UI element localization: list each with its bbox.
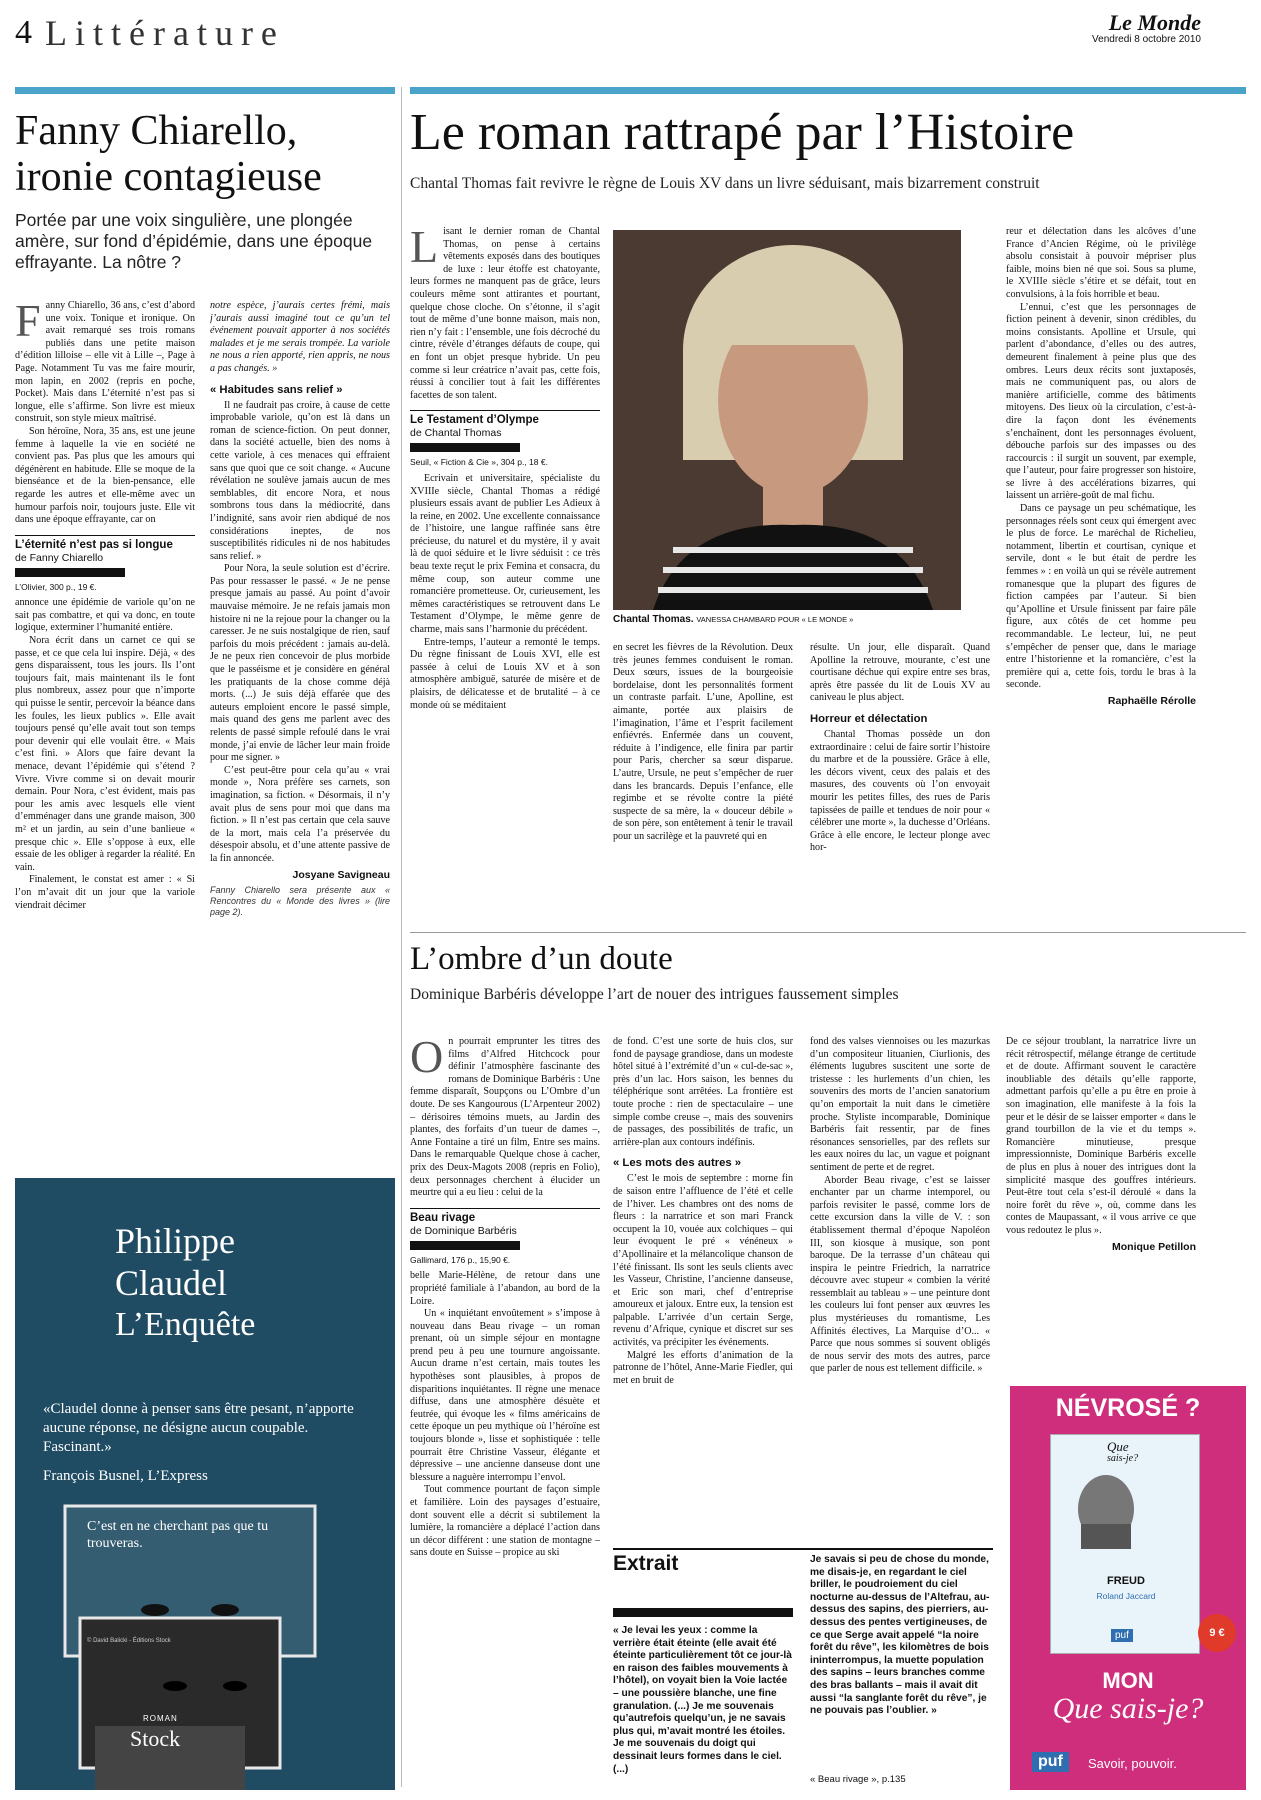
ad-puf-logo: puf: [1032, 1752, 1069, 1772]
book-author: Roland Jaccard: [1096, 1591, 1156, 1601]
book-publisher: Seuil, « Fiction & Cie », 304 p., 18 €.: [410, 457, 548, 468]
book-box: [410, 410, 600, 469]
paragraph: annonce une épidémie de variole qu’on ne sait pas combattre, et qui va donc, en toute logique, exterminer l’humanité entière.: [15, 597, 195, 634]
ad-puf: [1010, 1386, 1246, 1790]
dropcap: O: [410, 1036, 444, 1082]
paragraph: Tout commence pourtant de façon simple et familière. Loin des paysages d’estuaire, dont souvent elle a décrit si subtilement la lumière, la romancière a déplacé l’action dans un décor différent : une station de montagne – sans doute en Suisse – propice au ski: [410, 1484, 600, 1559]
book-author: de Dominique Barbéris: [410, 1224, 517, 1237]
section-title: Littérature: [45, 13, 285, 53]
second-article-title: L’ombre d’un doute: [410, 941, 673, 977]
book-author: de Fanny Chiarello: [15, 551, 104, 564]
main-article-col1: [410, 226, 600, 926]
paragraph: Finalement, le constat est amer : « Si l’on m’avait dit un jour que la variole viendrait décimer: [15, 874, 195, 911]
paragraph: fond des valses viennoises ou les mazurkas d’un compositeur lituanien, Ciurlionis, des éléments lugubres suscitent une sorte de tristesse : les hurlements d’un chien, les souvenirs des morts de l’ancien sanatorium qu’on emportait la nuit dans le cimetière proche. Styliste incomparable, Dominique Barbéris fait ressentir, par de fines résonances sensorielles, par des reflets sur les eaux noires du lac, un vague et poignant sentiment de perte et de regret.: [810, 1036, 990, 1173]
main-article-subtitle: Chantal Thomas fait revivre le règne de Louis XV dans un livre séduisant, mais bizarrement construit: [410, 175, 1040, 192]
ad-label: ROMAN: [143, 1714, 178, 1723]
book-publisher: L’Olivier, 300 p., 19 €.: [15, 581, 97, 592]
section-divider: [410, 932, 1246, 933]
book-author: de Chantal Thomas: [410, 427, 502, 440]
paragraph: Dans ce paysage un peu schématique, les personnages réels sont ceux qui émergent avec le plus de force. Le maréchal de Richelieu, notamment, libertin et courtisan, cynique et servile, dont « le but était de perdre les femmes » : en voilà un qui se révèle autrement romanesque que la plupart des figures de fiction campées par l’auteur. Si bien qu’Apolline et Ursule finissent par faire pâle figure, aux côtés de cet homme peu recommandable. Le lecteur, lui, ne peut s’empêcher de penser que, dans le mariage entre l’historienne et la romancière, c’est la première qui a, cette fois, tordu le bras à la seconde.: [1006, 503, 1196, 691]
paragraph: Ecrivain et universitaire, spécialiste du XVIIIe siècle, Chantal Thomas a rédigé plusieurs essais avant de publier Les Adieux à la reine, en 2002. Une excellente connaissance de l’histoire, une langue raffinée sans être précieuse, du naturel et du mystère, il y avait là de quoi séduire et le livre séduisit : ce très beau texte reçut le prix Femina et consacra, du même coup, son auteur comme une romancière prometteuse. Or, curieusement, les mêmes caractéristiques se retrouvent dans Le Testament d’Olympe, le même genre de charme, mais sans l’harmonie du précédent.: [410, 472, 600, 636]
photo-caption: [613, 614, 961, 625]
intertitle: « Habitudes sans relief »: [210, 383, 343, 396]
paragraph: résulte. Un jour, elle disparaît. Quand Apolline la retrouve, mourante, c’est une courtisane déchue qui expire entre ses bras, après être passée du lit de Louis XV au caniveau le plus abject.: [810, 642, 990, 704]
price-badge: 9 €: [1198, 1614, 1236, 1652]
main-article-title: Le roman rattrapé par l’Histoire: [410, 104, 1075, 161]
book-sais: sais-je?: [1107, 1453, 1139, 1464]
issue-date: Vendredi 8 octobre 2010: [1092, 34, 1201, 45]
second-article-subtitle: Dominique Barbéris développe l’art de nouer des intrigues faussement simples: [410, 986, 899, 1003]
ad-book-title: L’Enquête: [115, 1306, 256, 1343]
paragraph: Aborder Beau rivage, c’est se laisser enchanter par un charme intemporel, ou parfois revisiter le passé, comme lors de cette excursion dans la ville de V. : son établissement thermal d’époque Napoléon III, son kiosque à musique, son pont baroque. De la terrasse d’un château qui inspira le peintre Friedrich, la narratrice découvre avec stupeur « combien la vérité ressemblait au tableau » – une peinture dont les couleurs lui font penser aux œuvres les plus mystérieuses du romantisme, Les Affinités électives, La Marquise d’O... « Parce que nous sommes si souvent obligés de nous servir des mots des autres, parce que parler de nous est tellement difficile. »: [810, 1174, 990, 1375]
paragraph: Pour Nora, la seule solution est d’écrire. Pas pour ressasser le passé. « Je ne pense presque jamais au passé. Au point d’avoir mauvaise mémoire. Je ne refais jamais mon histoire ni ne la rejoue pour la changer ou la caresser. Je ne suis nostalgique de rien, sauf parfois du mois précédent : jamais au-delà. Je ne peux rien concevoir de plus morbide que le passéisme et je considère en général les pratiquants de la chose comme déjà morts. (...) Je suis déjà effarée que des auteurs emploient encore le passé simple, mais quand des gens me parlent avec des relents de passé simple refoulé dans le vrai monde, j’ai envie de lâcher leur main froide pour me signer. »: [210, 563, 390, 764]
caption-text: Chantal Thomas.: [613, 614, 694, 625]
paragraph: belle Marie-Hélène, de retour dans une propriété familiale à l’abandon, au bord de la Loire.: [410, 1270, 600, 1307]
book-title: L’éternité n’est pas si longue: [15, 538, 173, 551]
main-accent-bar: [410, 87, 1246, 94]
book-title: Beau rivage: [410, 1211, 476, 1224]
book-title: Le Testament d’Olympe: [410, 414, 539, 427]
ad-quote: «Claudel donne à penser sans être pesant, n’apporte aucune réponse, ne désigne aucun coupable. Fascinant.»: [43, 1401, 354, 1455]
paragraph: Un « inquiétant envoûtement » s’impose à nouveau dans Beau rivage – un roman prenant, où un simple séjour en montagne prend peu à peu une tournure angoissante. Aucun drame n’est certain, mais toutes les hypothèses sont plausibles, à propos de disparitions inquiétantes. Il règne une menace diffuse, dans une atmosphère désuète et feutrée, qui évoque les « films américains de cette époque un peu mythique où l’héroïne est toujours blonde », lisse et sophistiquée : telle pourrait être Christine Vasseur, élégante et dépressive – une ancienne danseuse dont une blessure a naguère interrompu l’envol.: [410, 1308, 600, 1483]
signature: Monique Petillon: [1112, 1240, 1196, 1253]
extrait-box: [613, 1548, 993, 1790]
extrait-source: « Beau rivage », p.135: [810, 1774, 906, 1785]
black-bar: [410, 1241, 520, 1250]
freud-portrait: [1061, 1469, 1151, 1549]
newspaper-logo: Le Monde: [1108, 10, 1201, 35]
extrait-text-1: « Je levai les yeux : comme la verrière était éteinte (elle avait été éteinte particulièrement tôt ce jour-là en raison des faibles mouvements à l’hôtel), on voyait bien la Voie lactée – une poussière blanche, une fine granulation. (...) Je me souvenais qu’autrefois quelqu’un, je ne savais plus qui, m’avait montré les étoiles. Je me souvenais du doigt qui dessinait leurs formes dans le ciel. (...): [613, 1625, 792, 1775]
second-article-col4: [1006, 1036, 1196, 1336]
ad-tagline: C’est en ne cherchant pas que tu trouveras.: [87, 1519, 269, 1551]
ad-author-first: Philippe: [115, 1221, 236, 1261]
ad-publisher: Stock: [130, 1726, 181, 1751]
paragraph: de fond. C’est une sorte de huis clos, sur fond de paysage grandiose, dans un modeste hôtel situé à l’extrémité d’un « cul-de-sac », près d’un lac. Hors saison, les bennes du téléphérique sont arrêtées. La frontière est toute proche : rien de spectaculaire – une simple combe creuse –, mais des souvenirs de passages, des possibilités de trafic, un arrière-plan aux contours indéfinis.: [613, 1036, 793, 1148]
page-header: [15, 6, 1245, 56]
ad-book-cover: [1050, 1434, 1200, 1654]
main-article-col2: [613, 642, 793, 912]
ad-slogan: Savoir, pouvoir.: [1088, 1756, 1177, 1771]
paragraph: reur et délectation dans les alcôves d’une France d’Ancien Régime, où le privilège absolu consistait à pouvoir mépriser plus faible, moins bien né que soi. Sous sa plume, le XVIIIe siècle s’étire et se défait, tout en convulsions, à la fois horrible et beau.: [1006, 226, 1196, 300]
signature: Raphaëlle Rérolle: [1107, 694, 1196, 707]
book-publisher: Gallimard, 176 p., 15,90 €.: [410, 1254, 511, 1265]
paragraph: Nora écrit dans un carnet ce qui se passe, et ce que cela lui inspire. Déjà, « des gens disparaissent, tous les jours. Ils l’ont toujours fait, mais maintenant ils le font plus nombreux, assez pour que n’importe qui puisse le sentir, percevoir la béance dans les foules, les lieux publics ». Elle avait toujours pensé qu’elle avait tout son temps pour devenir qui elle voulait être. « Mais c’est fini. » Alors que faire devant la menace, devant l’épidémie qui s’étend ? Vivre. Vivre comme si on devait mourir demain. Pour Nora, c’est évident, mais pas pour les amis avec lesquels elle vient d’emménager dans une grande maison, 300 m² et un jardin, au sein d’une banlieue « presque chic ». Elle s’oppose à eux, elle essaie de les obliger à regarder la réalité. En vain.: [15, 635, 195, 873]
paragraph: Malgré les efforts d’animation de la patronne de l’hôtel, Anne-Marie Fiedler, qui met en bruit de: [613, 1349, 793, 1386]
paragraph: n pourrait emprunter les titres des films d’Alfred Hitchcock pour définir l’atmosphère fascinante des romans de Dominique Barbéris : Une femme disparaît, Soupçons ou L’Ombre d’un doute. De ses Kangourous (L’Arpenteur 2002) – dérisoires témoins muets, au Jardin des plantes, des forfaits d’un tueur de dames –, Anne Fontaine a tiré un film, Entre ses mains. Dans le remarquable Quelque chose à cacher, prix des Deux-Magots 2008 (repris en Folio), deux personnages cherchent à élucider un meurtre qui a eu lieu : celui de la: [410, 1036, 600, 1199]
book-freud: FREUD: [1107, 1575, 1145, 1587]
paragraph: De ce séjour troublant, la narratrice livre un récit rétrospectif, mélange étrange de certitude et de doute. Affirmant souvent le caractère inoubliable des détails qu’elle rapporte, admettant parfois qu’elle a pu être en proie à son imagination, elle manifeste à la fois la peur et le désir de se laisser emporter « dans le grand tourbillon de la vie et du temps ». Romancière minutieuse, presque impressionniste, Dominique Barbéris excelle de plus en plus à nouer des intrigues dont la simplicité masque des gouffres intérieurs. Peut-être tout cela s’est-il déroulé « dans la noire forêt du rêve », où, comme dans les contes de Maupassant, « il vous arrive ce que vous redoutez le plus ».: [1006, 1036, 1196, 1236]
paragraph: C’est le mois de septembre : morne fin de saison entre l’affluence de l’été et celle de l’hiver. Les chambres ont des noms de fleurs : la narratrice et son mari Franck occupent la 10, vouée aux colchiques – qui leur évoquent le pré « vénéneux » d’Apollinaire et la mélancolique chanson de l’été finissant. Ils sont les seuls clients avec les Vasseur, Christine, l’ancienne danseuse, et Eric son mari, chef d’entreprise amoureux et jaloux. Entre eux, la tension est palpable. L’arrivée d’un certain Serge, revenu d’Afrique, cynique et discret sur ses activités, va précipiter les événements.: [613, 1173, 793, 1349]
left-article-standfirst: Portée par une voix singulière, une plongée amère, sur fond d’épidémie, dans une époque effrayante. La nôtre ?: [15, 210, 373, 272]
dropcap: F: [15, 300, 41, 346]
second-article-col3: [810, 1036, 990, 1546]
ad-credit: © David Balicki - Éditions Stock: [87, 1638, 171, 1644]
black-bar: [410, 443, 520, 452]
paragraph: anny Chiarello, 36 ans, c’est d’abord une voix. Tonique et ironique. On avait remarqué ses trois romans publiés dans une petite maison d’édition lilloise – elle vit à Lille –, Page à Page. Notamment Tu vas me faire mourir, mon lapin, en 2002 (repris en poche, Pocket). Mais dans L’éternité n’est pas si longue, elle s’affirme. Son livre est mieux construit, son style mieux maîtrisé.: [15, 300, 195, 425]
paragraph: Chantal Thomas possède un don extraordinaire : celui de faire sortir l’histoire du marbre et de la poussière. Grâce à elle, les décors vivent, ceux des palais et des masures, des couvents où l’on envoyait mourir les petites filles, des rues de Paris tapissées de paille et tendues de noir pour « célébrer une morte », la duchesse d’Orléans. Grâce à elle encore, le lecteur plonge avec hor-: [810, 728, 990, 854]
column-divider: [401, 87, 402, 1787]
paragraph: isant le dernier roman de Chantal Thomas, on pense à certains vêtements exposés dans des boutiques de luxe : leur étoffe est chatoyante, leurs formes ne manquent pas de grâce, leurs couleurs même sont attirantes et pourtant, quelque chose cloche. On s’étonne, il s’agit tout de même d’une bonne maison, mais non, rien n’y fait : l’ensemble, une fois décroché du cintre, révèle d’étranges défauts de coupe, qui en font un objet presque hybride. Un peu comme si leur créatrice n’avait pas, cette fois, réussi à concilier tout à fait les différentes facettes de son talent.: [410, 226, 600, 401]
note: Fanny Chiarello sera présente aux « Rencontres du « Monde des livres » (lire page 2).: [210, 885, 390, 918]
main-article-col4: [1006, 226, 1196, 926]
extrait-heading: Extrait: [613, 1552, 679, 1575]
second-article-col1: [410, 1036, 600, 1790]
intertitle: « Les mots des autres »: [613, 1157, 742, 1170]
dropcap: L: [410, 226, 439, 272]
ad-claudel: [15, 1178, 395, 1790]
book-que: Que: [1107, 1439, 1129, 1454]
paragraph: C’est peut-être pour cela qu’au « vrai monde », Nora préfère ses carnets, son imagination, sa fiction. « Désormais, il n’y avait plus de sens pour moi que dans ma fiction. » Il n’est pas certain que cela sauve de la mort, mais cela l’a préservée du désespoir absolu, et d’une attente passive de la fin annoncée.: [210, 764, 390, 864]
ad-author-last: Claudel: [115, 1263, 227, 1303]
ad-quote-author: François Busnel, L’Express: [43, 1468, 208, 1484]
book-puf-logo: puf: [1111, 1629, 1133, 1642]
paragraph: Il ne faudrait pas croire, à cause de cette improbable variole, qu’on est là dans un roman de science-fiction. On peut donner, dans la société actuelle, bien des noms à cette variole, à ces menaces qui effraient sans que quoi que ce soit change. « Aucune révélation ne soulève jamais aucun de mes semblables, dit encore Nora, et nous sombrons tous dans la médiocrité, dans l’indignité, sans avoir rien abdiqué de nos considérations ineptes, de nos susceptibilités ridicules ni de nos habitudes sans relief. »: [210, 399, 390, 562]
main-article-col3: [810, 642, 990, 912]
left-article-title: Fanny Chiarello, ironie contagieuse: [15, 108, 322, 200]
book-box: [410, 1208, 600, 1267]
extrait-text-2: Je savais si peu de chose du monde, me disais-je, en regardant le ciel briller, le poudroiement du ciel nocturne au-dessus de l’Altefrau, au-dessus des sapins, des pierriers, au-dessus des pentes vertigineuses, de ce que Serge avait appelé “la noire forêt du rêve”, les kilomètres de bois ininterrompus, la muette population des sapins – leurs branches comme des bras ballants – mais il avait dit aussi “la sanglante forêt du rêve”, je ne pouvais pas l’oublier. »: [810, 1554, 990, 1717]
paragraph: notre espèce, j’aurais certes frémi, mais j’aurais aussi imaginé tout ce qu’un tel événement pouvait apporter à nos sociétés malades et je me serais trompée. La variole ne nous a rien apporté, rien appris, ne nous a pas changés. »: [210, 300, 390, 374]
left-accent-bar: [15, 87, 395, 94]
signature: Josyane Savigneau: [292, 868, 390, 881]
paragraph: Entre-temps, l’auteur a remonté le temps. Du règne finissant de Louis XVI, elle est passée à celui de Louis XV et à son atmosphère ambiguë, saturée de misère et de plaisirs, de délicatesse et de brutalité – à ce monde où se méditaient: [410, 636, 600, 711]
ad-qsj: Que sais-je?: [1052, 1692, 1204, 1725]
ad-mon: MON: [1102, 1668, 1154, 1693]
intertitle: Horreur et délectation: [810, 712, 928, 725]
paragraph: Son héroïne, Nora, 35 ans, est une jeune femme à laquelle la vie en société ne convient pas. Pas plus que les amours qui dégénèrent en habitude. Elle se moque de la bienséance et de la bien-pensance, elle regarde les autres et elle-même avec un humour parfois noir, toujours juste. Elle vit dans une époque effrayante, car on: [15, 425, 195, 526]
book-box: [15, 535, 195, 594]
second-article-col2: [613, 1036, 793, 1546]
extrait-rule: [613, 1608, 793, 1617]
page-number: 4: [15, 14, 32, 51]
black-bar: [15, 568, 125, 577]
paragraph: L’ennui, c’est que les personnages de fiction peinent à devenir, sinon crédibles, du moins consistants. Apolline et Ursule, qui parlent d’abondance, d’elles ou des autres, demeurent finalement à peine plus que des ombres. Leurs deux récits sont juxtaposés, mais ne communiquent pas, ou alors de manière artificielle, comme des bâtiments mitoyens. Des lieux où la circulation, c’est-à-dire la façon dont les événements s’enchaînent, dont les personnages évoluent, débouche parfois sur des impasses ou des raccourcis : il surgit un souvent, par exemple, que l’auteur, pour faire progresser son histoire, se livre à des accélérations bizarres, qui laissent un arrière-goût de mal fichu.: [1006, 301, 1196, 502]
author-photo: [613, 230, 961, 610]
paragraph: en secret les fièvres de la Révolution. Deux très jeunes femmes conduisent le roman. Deux sœurs, issues de la bourgeoisie bordelaise, dont les personnalités forment un contraste parfait. L’une, Apolline, est aimante, portée aux plaisirs de l’imagination, l’âme et l’esprit facilement enfiévrés. Enfermée dans un couvent, réduite à l’indigence, elle finira par partir pour Paris, chercher sa sœur disparue. L’autre, Ursule, ne peut s’empêcher de ruer dans les brancards. Depuis l’enfance, elle regimbe et se révolte contre la piété suspecte de sa mère, la « douceur débile » de son père, son entêtement à tenir le travail pour un sacrilège et la pauvreté qui en: [613, 642, 793, 842]
photo-credit: VANESSA CHAMBARD POUR « LE MONDE »: [696, 615, 854, 624]
left-article-col2: [210, 300, 390, 1060]
ad-headline: NÉVROSÉ ?: [1055, 1394, 1201, 1422]
